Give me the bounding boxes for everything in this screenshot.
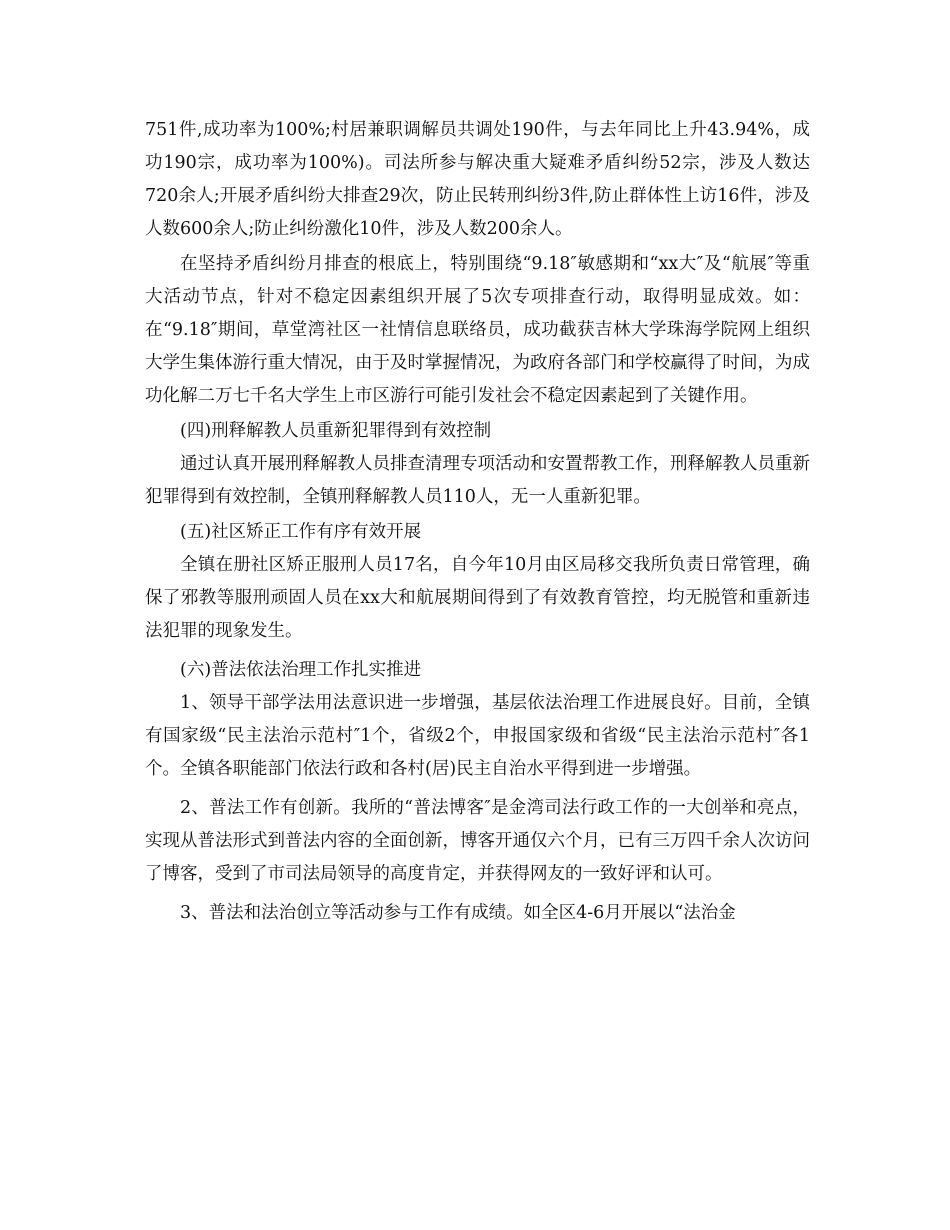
section-heading-5: (五)社区矫正工作有序有效开展 (180, 522, 422, 542)
document-page (145, 114, 810, 930)
paragraph-special-inspection: 在坚持矛盾纠纷月排查的根底上，特别围绕“9.18″敏感期和“xx大″及“航展″等重大活动节点，针对不稳定因素组织开展了5次专项排查行动，取得明显成效。如：在“9.18″期间，草堂湾社区一社情信息联络员，成功截获吉林大学珠海学院网上组织大学生集体游行重大情况，由于及时掌握情况，为政府各部门和学校赢得了时间，为成功化解二万七千名大学生上市区游行可能引发社会不稳定因素起到了关键作用。 (145, 254, 810, 406)
paragraph-legal-awareness: 1、领导干部学法用法意识进一步增强，基层依法治理工作进展良好。目前，全镇有国家级“民主法治示范村″1个，省级2个，申报国家级和省级“民主法治示范村″各1个。全镇各职能部门依法行政和各村(居)民主自治水平得到进一步增强。 (145, 693, 810, 779)
section-heading-6: (六)普法依法治理工作扎实推进 (180, 660, 422, 680)
section-heading-4: (四)刑释解教人员重新犯罪得到有效控制 (180, 421, 492, 441)
paragraph-law-blog: 2、普法工作有创新。我所的“普法博客″是金湾司法行政工作的一大创举和亮点，实现从普法形式到普法内容的全面创新，博客开通仅六个月，已有三万四千余人次访问了博客，受到了市司法局领导的高度肯定，并获得网友的一致好评和认可。 (145, 798, 810, 884)
paragraph-released-prisoners: 通过认真开展刑释解教人员排查清理专项活动和安置帮教工作，刑释解教人员重新犯罪得到有效控制，全镇刑释解教人员110人，无一人重新犯罪。 (145, 454, 810, 507)
paragraph-mediation-stats: 751件,成功率为100%;村居兼职调解员共调处190件，与去年同比上升43.94%，成功190宗，成功率为100%)。司法所参与解决重大疑难矛盾纠纷52宗，涉及人数达720余人;开展矛盾纠纷大排查29次，防止民转刑纠纷3件,防止群体性上访16件，涉及人数600余人;防止纠纷激化10件，涉及人数200余人。 (145, 120, 810, 239)
paragraph-rule-of-law-activities: 3、普法和法治创立等活动参与工作有成绩。如全区4-6月开展以“法治金 (180, 903, 736, 923)
paragraph-community-correction: 全镇在册社区矫正服刑人员17名，自今年10月由区局移交我所负责日常管理，确保了邪教等服刑顽固人员在xx大和航展期间得到了有效教育管控，均无脱管和重新违法犯罪的现象发生。 (145, 555, 810, 641)
